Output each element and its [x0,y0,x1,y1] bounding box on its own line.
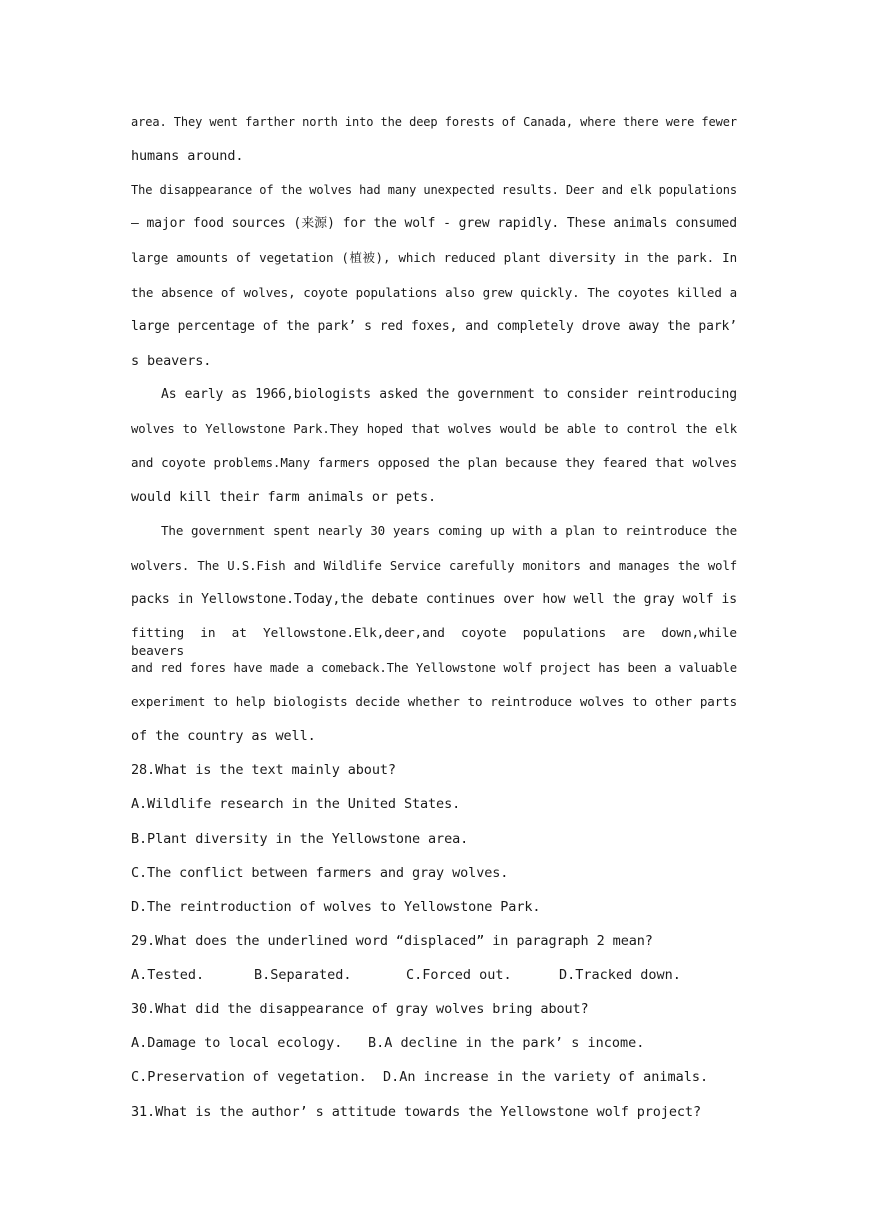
question-28-option-d: D.The reintroduction of wolves to Yellowstone Park. [131,899,541,915]
passage-line: the absence of wolves, coyote populations also grew quickly. The coyotes killed a [131,285,737,300]
question-30-option-d: D.An increase in the variety of animals. [383,1069,709,1085]
passage-line: and red fores have made a comeback.The Yellowstone wolf project has been a valuable [131,661,737,675]
passage-line: large amounts of vegetation (植被), which reduced plant diversity in the park. In [131,250,737,265]
passage-line: — major food sources (来源) for the wolf - grew rapidly. These animals consumed [131,216,737,231]
question-29-option-a: A.Tested. [131,967,205,983]
passage-line: and coyote problems.Many farmers opposed the plan because they feared that wolves [131,455,737,470]
passage-line: As early as 1966,biologists asked the government to consider reintroducing [161,387,737,402]
passage-line: area. They went farther north into the deep forests of Canada, where there were fewer [131,115,737,129]
question-31-stem: 31.What is the author’ s attitude towards the Yellowstone wolf project? [131,1104,701,1120]
passage-line: humans around. [131,148,244,164]
question-29-option-b: B.Separated. [254,967,352,983]
passage-line: large percentage of the park’ s red foxes, and completely drove away the park’ [131,319,737,334]
passage-line: would kill their farm animals or pets. [131,489,437,505]
question-28-option-b: B.Plant diversity in the Yellowstone area. [131,831,469,847]
question-28-option-c: C.The conflict between farmers and gray wolves. [131,865,509,881]
question-30-stem: 30.What did the disappearance of gray wolves bring about? [131,1001,589,1017]
question-30-option-a: A.Damage to local ecology. [131,1035,343,1051]
passage-line: wolvers. The U.S.Fish and Wildlife Service carefully monitors and manages the wolf [131,559,737,573]
question-29-option-c: C.Forced out. [406,967,512,983]
question-28-option-a: A.Wildlife research in the United States. [131,796,461,812]
question-30-option-c: C.Preservation of vegetation. [131,1069,367,1085]
question-29-option-d: D.Tracked down. [559,967,681,983]
passage-line: s beavers. [131,353,212,369]
passage-line: wolves to Yellowstone Park.They hoped that wolves would be able to control the elk [131,422,737,436]
passage-line: experiment to help biologists decide whether to reintroduce wolves to other parts [131,694,737,709]
question-30-option-b: B.A decline in the park’ s income. [368,1035,645,1051]
passage-line: of the country as well. [131,728,316,744]
passage-line: The government spent nearly 30 years coming up with a plan to reintroduce the [161,523,737,538]
passage-line: The disappearance of the wolves had many unexpected results. Deer and elk populations [131,183,737,197]
question-28-stem: 28.What is the text mainly about? [131,762,396,778]
passage-line: packs in Yellowstone.Today,the debate continues over how well the gray wolf is [131,592,737,607]
question-29-stem: 29.What does the underlined word “displaced” in paragraph 2 mean? [131,933,653,949]
passage-line: fitting in at Yellowstone.Elk,deer,and coyote populations are down,while beavers [131,626,737,659]
